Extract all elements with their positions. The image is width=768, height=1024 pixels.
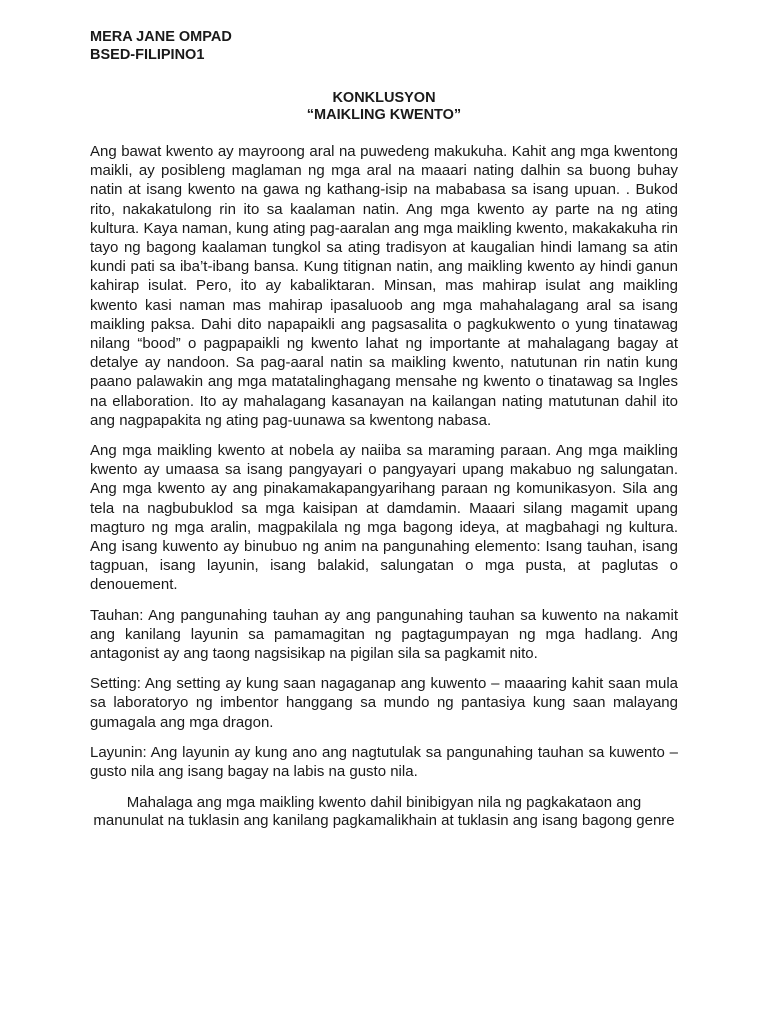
document-body	[90, 142, 678, 830]
paragraph-layunin: Layunin: Ang layunin ay kung ano ang nagtutulak sa pangunahing tauhan sa kuwento – gusto nila ang isang bagay na labis na gusto nila.	[90, 743, 678, 781]
title-line-1: KONKLUSYON	[332, 90, 436, 106]
paragraph-setting: Setting: Ang setting ay kung saan nagaganap ang kuwento – maaaring kahit saan mula sa laboratoryo ng imbentor hanggang sa mundo ng pantasiya kung saan malayang gumagala ang mga dragon.	[90, 675, 678, 731]
author-name: MERA JANE OMPAD	[90, 29, 232, 45]
document-title	[90, 90, 678, 124]
paragraph-elements: Ang mga maikling kwento at nobela ay naiiba sa maraming paraan. Ang mga maikling kwento ay umaasa sa isang pangyayari o pangyayari upang makabuo ng salungatan. Ang mga kwento ay ang pinakamakapangyarihang paraan ng komunikasyon. Sila ang tela na nagbubuklod sa mga kaisipan at damdamin. Maaari silang magamit upang magturo ng mga aralin, magpakilala ng mga bagong ideya, at magbahagi ng kultura. Ang isang kuwento ay binubuo ng anim na pangunahing elemento: Isang tauhan, isang tagpuan, isang layunin, isang balakid, salungatan o mga pusta, at paglutas o denouement.	[90, 442, 678, 594]
paragraph-intro: Ang bawat kwento ay mayroong aral na puwedeng makukuha. Kahit ang mga kwentong maikli, ay posibleng maglaman ng mga aral na maaari nating dalhin sa buong buhay natin at isang kwento na gawa ng kathang-isip na mababasa sa isang upuan. . Bukod rito, nakakatulong rin ito sa kaalaman natin. Ang mga kwento ay parte na ng ating kultura. Kaya naman, kung ating pag-aaralan ang mga maikling kwento, makakakuha rin tayo ng bagong kaalaman tungkol sa ating tradisyon at kaugalian hindi lamang sa atin kundi pati sa iba’t-ibang bansa. Kung titignan natin, ang maikling kwento ay hindi ganun kahirap isulat. Pero, ito ay kabaliktaran. Minsan, mas mahirap isulat ang maikling kwento kasi naman mas mahirap ipasaluoob ang mga mahahalagang aral sa isang maikling paksa. Dahi dito napapaikli ang pagsasalita o pagkukwento o yung tinatawag nilang “bood” o pagpapaikli ng kwento lahat ng importante at mahalagang bagay at detalye ay nandoon. Sa pag-aaral natin sa maikling kwento, natutunan rin natin kung paano palawakin ang mga matatalinghagang mensahe ng kwento o tinatawag sa Ingles na ellaboration. Ito ay mahalagang kasanayan na kailangan nating matutunan dahil ito ang nagpapakita ng ating pag-uunawa sa kwentong nabasa.	[90, 143, 678, 429]
paragraph-closing: Mahalaga ang mga maikling kwento dahil binibigyan nila ng pagkakataon ang manunulat na tuklasin ang kanilang pagkamalikhain at tuklasin ang isang bagong genre	[93, 794, 675, 830]
course-name: BSED-FILIPINO1	[90, 47, 205, 63]
paragraph-tauhan: Tauhan: Ang pangunahing tauhan ay ang pangunahing tauhan sa kuwento na nakamit ang kanilang layunin sa pamamagitan ng pagtagumpayan ng mga hadlang. Ang antagonist ay ang taong nagsisikap na pigilan sila sa pagkamit nito.	[90, 606, 678, 663]
document-page	[90, 28, 678, 841]
title-line-2: “MAIKLING KWENTO”	[306, 107, 462, 123]
author-block	[90, 28, 678, 64]
